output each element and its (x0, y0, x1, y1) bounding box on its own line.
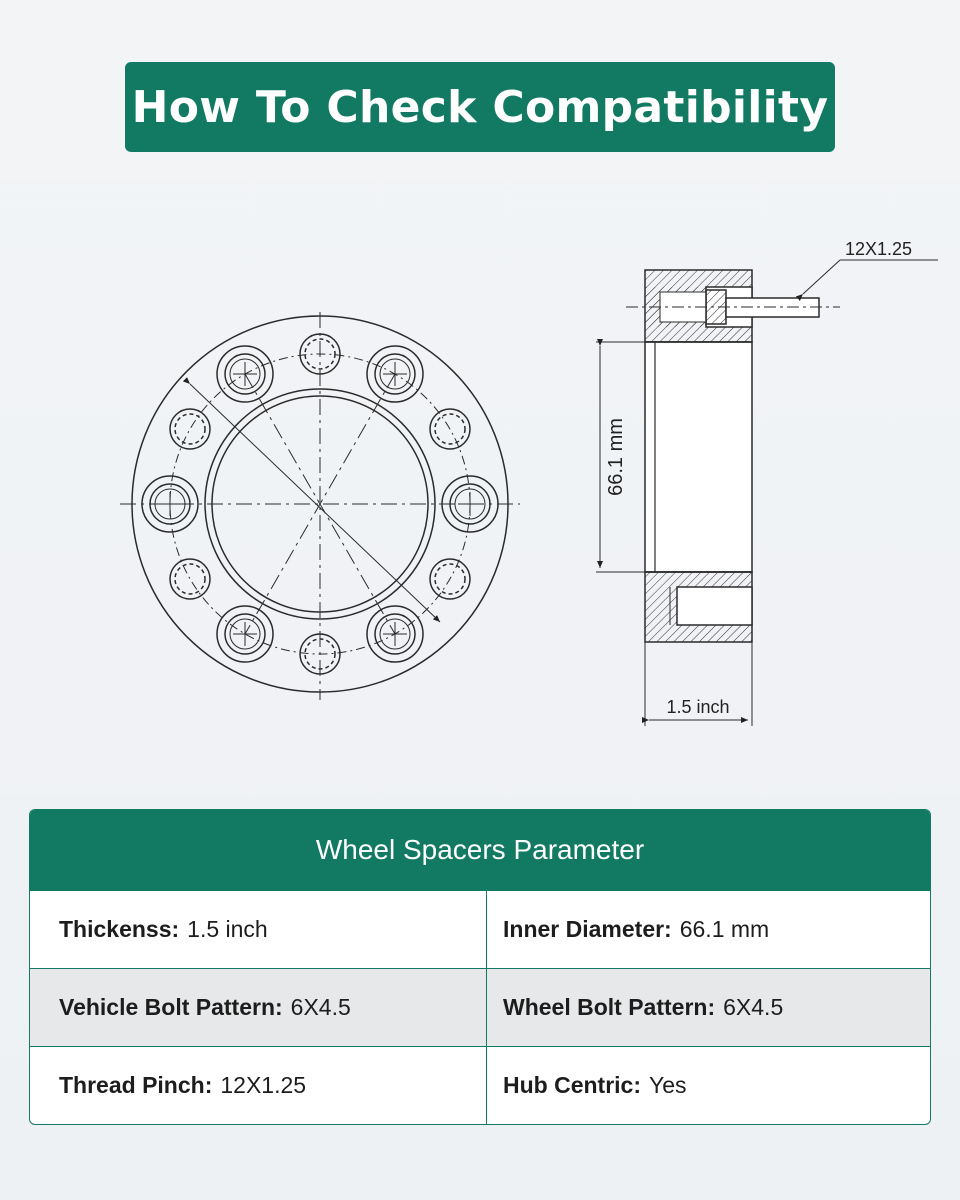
param-value: 12X1.25 (220, 1072, 307, 1098)
stud-hole (442, 476, 498, 532)
stud-hole (367, 606, 423, 662)
table-cell (30, 891, 486, 968)
param-value: 6X4.5 (290, 994, 351, 1020)
param-label: Thread Pinch: (59, 1072, 213, 1098)
table-cell (486, 969, 930, 1046)
table-header: Wheel Spacers Parameter (30, 810, 930, 890)
page-title: How To Check Compatibility (131, 81, 829, 133)
param-value: 66.1 mm (679, 916, 770, 942)
side-view (596, 260, 938, 726)
table-cell (30, 1047, 486, 1124)
param-value: 1.5 inch (187, 916, 268, 942)
table-cell (486, 1047, 930, 1124)
stud-hole (367, 346, 423, 402)
lug-hole (170, 559, 210, 599)
table-row (30, 890, 930, 968)
thickness-label: 1.5 inch (666, 697, 730, 717)
param-label: Thickenss: (59, 916, 180, 942)
thread-callout-label: 12X1.25 (845, 239, 913, 259)
stud-hole (142, 476, 198, 532)
table-cell (486, 891, 930, 968)
stud-hole (217, 346, 273, 402)
parameter-table (29, 809, 931, 1125)
front-view (120, 312, 520, 700)
table-row (30, 1046, 930, 1124)
table-cell (30, 969, 486, 1046)
table-row (30, 968, 930, 1046)
diameter-dim-line (190, 384, 440, 622)
param-label: Inner Diameter: (503, 916, 672, 942)
param-label: Vehicle Bolt Pattern: (59, 994, 283, 1020)
param-value: 6X4.5 (723, 994, 784, 1020)
param-value: Yes (649, 1072, 687, 1098)
lug-hole (170, 409, 210, 449)
param-label: Wheel Bolt Pattern: (503, 994, 716, 1020)
param-label: Hub Centric: (503, 1072, 641, 1098)
inner-diameter-label: 66.1 mm (605, 418, 627, 496)
stud-hole (217, 606, 273, 662)
